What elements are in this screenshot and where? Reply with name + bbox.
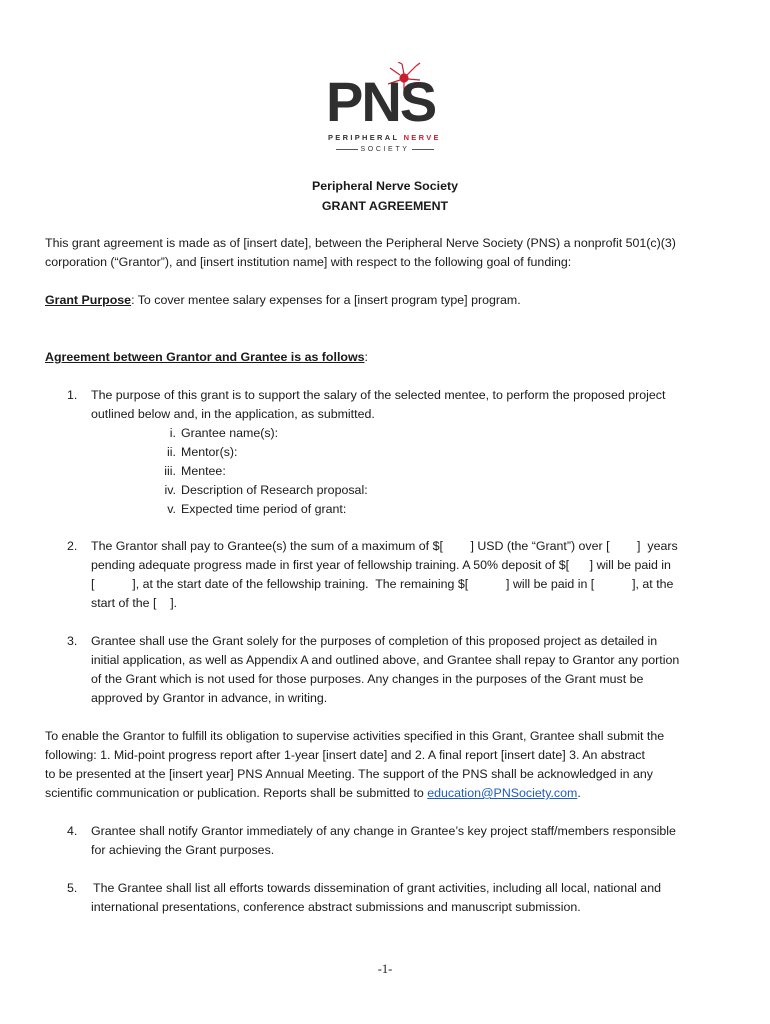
grant-purpose-text: : To cover mentee salary expenses for a [insert program type] program.: [131, 293, 521, 307]
subitem-time-period: Expected time period of grant:: [181, 502, 347, 516]
item-3-line-4: approved by Grantor in advance, in writing.: [91, 691, 328, 705]
item-5-line-1: The Grantee shall list all efforts towards dissemination of grant activities, including all local, national and: [93, 881, 661, 895]
page-number: -1-: [377, 962, 393, 976]
item-1-line-2: outlined below and, in the application, as submitted.: [91, 407, 375, 421]
subitem-number: ii.: [167, 445, 176, 459]
doc-title: GRANT AGREEMENT: [321, 199, 449, 213]
subitem-number: iv.: [164, 483, 176, 497]
item-2-line-2: pending adequate progress made in first year of fellowship training. A 50% deposit of $[ ] will be paid in: [91, 558, 671, 572]
supervise-line-4: scientific communication or publication. Reports shall be submitted to education@PNSociety.com.: [45, 786, 581, 800]
item-2-line-4: start of the [ ].: [91, 596, 178, 610]
subitem-mentor: Mentor(s):: [181, 445, 238, 459]
logo-society: SOCIETY: [328, 146, 442, 153]
logo-letters: PNS: [326, 70, 436, 133]
grant-purpose: [45, 291, 521, 310]
item-1-number: 1.: [67, 388, 78, 402]
item-2-number: 2.: [67, 539, 78, 553]
subitem-number: v.: [167, 502, 176, 516]
item-4-line-2: for achieving the Grant purposes.: [91, 843, 275, 857]
education-email-link[interactable]: education@PNSociety.com: [427, 786, 578, 800]
item-4-line-1: Grantee shall notify Grantor immediately of any change in Grantee’s key project staff/members responsible: [91, 824, 676, 838]
supervise-line-3: to be presented at the [insert year] PNS Annual Meeting. The support of the PNS shall be acknowledged in any: [45, 767, 653, 781]
grant-purpose-label: Grant Purpose: [45, 293, 132, 307]
item-5-line-2: international presentations, conference abstract submissions and manuscript submission.: [91, 900, 581, 914]
item-3-line-1: Grantee shall use the Grant solely for the purposes of completion of this proposed project as detailed in: [91, 634, 658, 648]
subitem-research-proposal: Description of Research proposal:: [181, 483, 368, 497]
item-3-number: 3.: [67, 634, 78, 648]
pns-logo: [318, 62, 452, 162]
item-4-number: 4.: [67, 824, 78, 838]
subitem-mentee: Mentee:: [181, 464, 226, 478]
item-3-line-2: initial application, as well as Appendix A and outlined above, and Grantee shall repay to Grantor any portion: [91, 653, 680, 667]
subitem-number: i.: [169, 426, 176, 440]
intro-line-2: corporation (“Grantor”), and [insert institution name] with respect to the following goal of funding:: [45, 255, 572, 269]
item-1-line-1: The purpose of this grant is to support the salary of the selected mentee, to perform the proposed project: [91, 388, 666, 402]
supervise-line-1: To enable the Grantor to fulfill its obligation to supervise activities specified in this Grant, Grantee shall submit the: [45, 729, 665, 743]
supervise-line-2: following: 1. Mid-point progress report after 1-year [insert date] and 2. A final report [insert date] 3. An abstract: [45, 748, 645, 762]
item-2-line-3: [ ], at the start date of the fellowship training. The remaining $[ ] will be paid in [ ], at the: [91, 577, 674, 591]
item-5-number: 5.: [67, 881, 78, 895]
org-name: Peripheral Nerve Society: [311, 179, 458, 193]
item-3-line-3: of the Grant which is not used for those purposes. Any changes in the purposes of the Grant must be: [91, 672, 644, 686]
item-2-line-1: The Grantor shall pay to Grantee(s) the sum of a maximum of $[ ] USD (the “Grant”) over [ ] years: [91, 539, 678, 553]
intro-line-1: This grant agreement is made as of [insert date], between the Peripheral Nerve Society (PNS) a nonprofit 501(c)(3): [45, 236, 676, 250]
subitem-number: iii.: [164, 464, 176, 478]
logo-peripheral-nerve: PERIPHERAL NERVE: [328, 133, 441, 142]
subitem-grantee-name: Grantee name(s):: [181, 426, 279, 440]
agreement-heading: Agreement between Grantor and Grantee is as follows:: [45, 350, 368, 364]
